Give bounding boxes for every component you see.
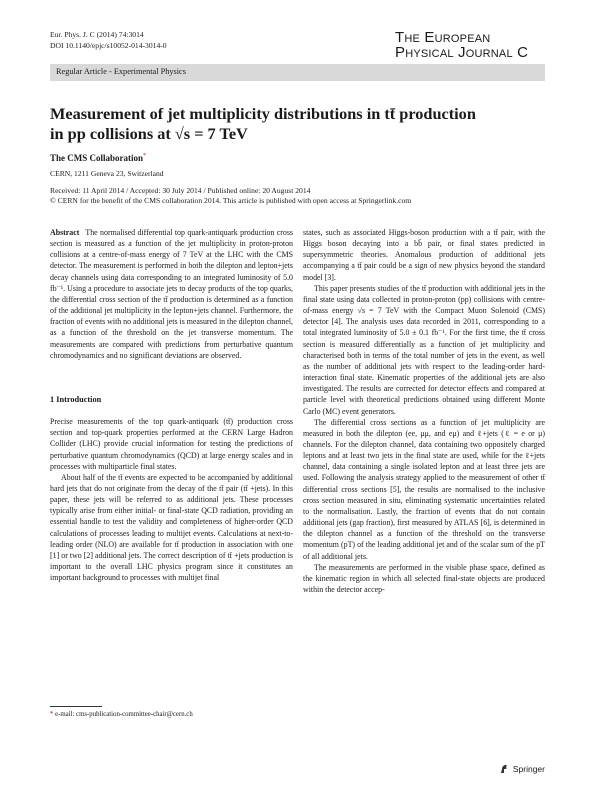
- journal-name-line2: Physical Journal C: [395, 44, 529, 61]
- publisher-name: Springer: [512, 764, 545, 774]
- title-line-1: Measurement of jet multiplicity distributions in tt̄ production: [50, 104, 476, 123]
- left-column: [50, 227, 293, 583]
- footnote-email[interactable]: e-mail: cms-publication-committee-chair@cern.ch: [55, 711, 193, 718]
- intro-paragraph-4: This paper presents studies of the tt̄ production with additional jets in the final state using data collected in proton-proton (pp) collisions with centre-of-mass energy √s = 7 TeV with the Compact Muon Solenoid (CMS) detector [4]. The analysis uses data recorded in 2011, corresponding to a total integrated luminosity of 5.0 ± 0.1 fb⁻¹. For the first time, the tt̄ cross section is measured differentially as a function of jet multiplicity and characterised both in terms of the total number of jets in the event, as well as the number of additional jets with respect to the leading-order hard-interaction final state. Kinematic properties of the additional jets are also investigated. The results are corrected for detector effects and compared at particle level with theoretical predictions obtained using different Monte Carlo (MC) event generators.: [303, 283, 545, 416]
- intro-paragraph-3: states, such as associated Higgs-boson production with a tt̄ pair, with the Higgs boson decaying into a bb̄ pair, or final states predicted in supersymmetric theories. Anomalous production of additional jets accompanying a tt̄ pair could be a sign of new physics beyond the standard model [3].: [303, 228, 545, 282]
- abstract-text: The normalised differential top quark-antiquark production cross section is measured as a function of the jet multiplicity in proton-proton collisions at a centre-of-mass energy of 7 TeV at the LHC with the CMS detector. The measurement is performed in both the dilepton and lepton+jets decay channels using data corresponding to an integrated luminosity of 5.0 fb⁻¹. Using a procedure to associate jets to decay products of the top quarks, the differential cross section of the tt̄ production is determined as a function of the additional jet multiplicity in the lepton+jets channel. Furthermore, the fraction of events with no additional jets is measured in the dilepton channel, as a function of the threshold on the jet transverse momentum. The measurements are compared with predictions from perturbative quantum chromodynamics and no significant deviations are observed.: [50, 228, 294, 360]
- intro-paragraph-5: The differential cross sections as a function of jet multiplicity are measured in both the dilepton (ee, μμ, and eμ) and ℓ+jets (ℓ = e or μ) channels. For the dilepton channel, data containing two oppositely charged leptons and at least two jets in the final state are used, while for the ℓ+jets channel, data containing a single isolated lepton and at least three jets are used. Following the analysis strategy applied to the measurement of other tt̄ differential cross sections [5], the results are normalised to the inclusive cross section measured in situ, eliminating systematic uncertainties related to the normalisation. Lastly, the fraction of events that do not contain additional jets (gap fraction), first measured by ATLAS [6], is determined in the dilepton channel as a function of the threshold on the transverse momentum (pT) of the leading additional jet and of the scalar sum of the pT of all additional jets.: [303, 417, 545, 561]
- title-line-2: in pp collisions at √s = 7 TeV: [50, 124, 248, 143]
- citation-line: Eur. Phys. J. C (2014) 74:3014: [50, 30, 144, 39]
- intro-paragraph-2: About half of the tt̄ events are expected to be accompanied by additional hard jets that do not originate from the decay of the tt̄ pair (tt̄ +jets). In this paper, these jets will be referred to as additional jets. These processes typically arise from either initial- or final-state QCD radiation, providing an essential handle to test the validity and completeness of higher-order QCD calculations of processes leading to multijet events. Calculations at next-to-leading order (NLO) are available for tt̄ production in association with one [1] or two [2] additional jets. The correct description of tt̄ +jets production is important to the overall LHC physics program since it constitutes an important background to processes with multijet final: [50, 472, 293, 583]
- footnote-mark: *: [50, 711, 54, 718]
- author-line: [50, 153, 146, 163]
- doi-line: DOI 10.1140/epjc/s10052-014-3014-0: [50, 40, 167, 50]
- publisher-logo: [499, 764, 545, 774]
- abstract-label: Abstract: [50, 228, 80, 237]
- journal-logo: [395, 30, 545, 60]
- right-column: [303, 227, 545, 595]
- footnote-divider: [50, 706, 102, 707]
- journal-name-line1: The European: [395, 29, 491, 46]
- dates-line: Received: 11 April 2014 / Accepted: 30 July 2014 / Published online: 20 August 2014: [50, 186, 311, 195]
- citation-header: [50, 30, 167, 51]
- article-category: Regular Article - Experimental Physics: [56, 66, 186, 76]
- intro-paragraph-1: Precise measurements of the top quark-antiquark (tt̄) production cross section and top-quark properties performed at the CERN Large Hadron Collider (LHC) provide crucial information for testing the predictions of perturbative quantum chromodynamics (QCD) at large energy scales and in processes with multiparticle final states.: [50, 417, 293, 471]
- copyright-line: © CERN for the benefit of the CMS collaboration 2014. This article is published with open access at Springerlink.com: [50, 196, 412, 205]
- section-heading: 1 Introduction: [50, 394, 102, 404]
- springer-horse-icon: [499, 764, 509, 774]
- paper-title: [50, 104, 545, 144]
- author-footnote-mark[interactable]: *: [143, 153, 147, 159]
- publication-info: [50, 186, 411, 206]
- intro-paragraph-6: The measurements are performed in the visible phase space, defined as the kinematic region in which all selected final-state objects are produced within the detector accep-: [303, 562, 545, 594]
- footnote: [50, 711, 193, 718]
- abstract: [50, 227, 293, 361]
- author-name: The CMS Collaboration: [50, 153, 144, 163]
- affiliation: CERN, 1211 Geneva 23, Switzerland: [50, 169, 164, 178]
